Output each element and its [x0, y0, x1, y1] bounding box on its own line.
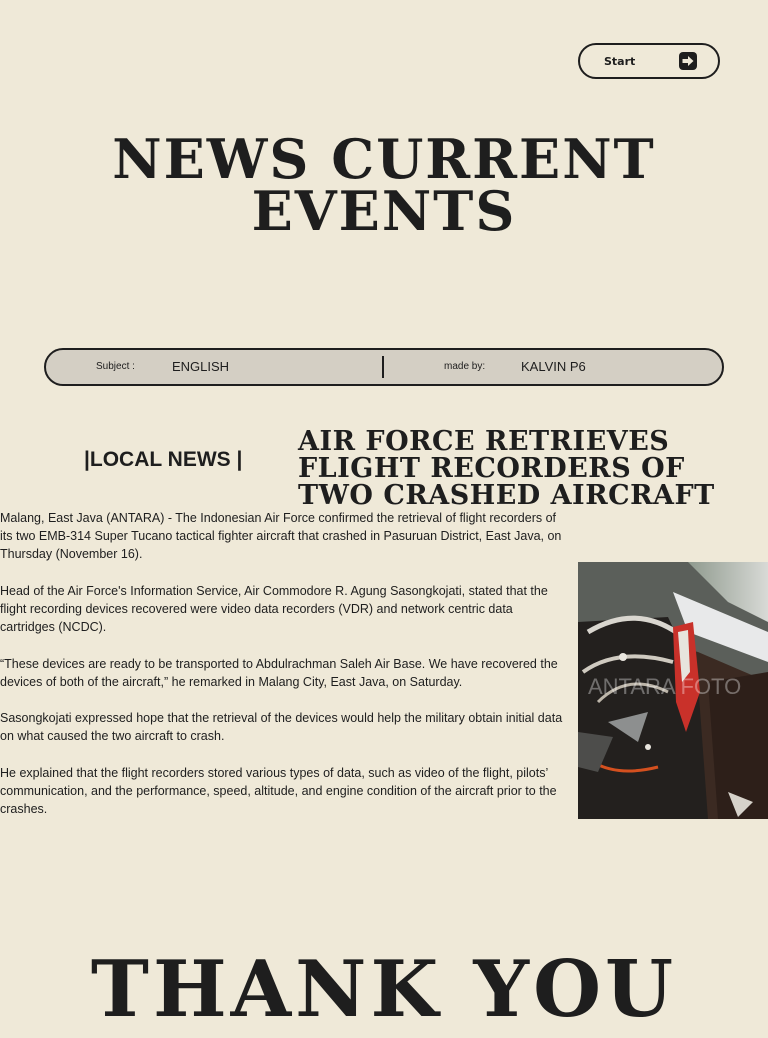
photo-watermark: ANTARA FOTO: [588, 674, 742, 699]
info-bar-divider: [382, 356, 384, 378]
page-title-line-1: NEWS CURRENT: [112, 127, 656, 191]
article-paragraph: Head of the Air Force's Information Service, Air Commodore R. Agung Sasongkojati, stated that the flight recording devices recovered were video data recorders (VDR) and network centric data cartridges (NCDC).: [0, 583, 548, 635]
article-paragraph: Malang, East Java (ANTARA) - The Indonesian Air Force confirmed the retrieval of flight recorders of its two EMB-314 Super Tucano tactical fighter aircraft that crashed in Pasuruan District, East Java, on Thursday (November 16).: [0, 511, 562, 562]
subject-label: Subject :: [96, 361, 135, 372]
thank-you-heading: THANK YOU: [90, 944, 678, 1035]
page-title: [0, 127, 768, 243]
subject-value: ENGLISH: [172, 359, 230, 374]
headline-line-1: AIR FORCE RETRIEVES: [298, 426, 670, 457]
made-by-label: made by:: [444, 361, 486, 372]
start-button-label: Start: [604, 54, 636, 68]
headline-line-2: FLIGHT RECORDERS OF: [298, 453, 685, 484]
section-tag: |LOCAL NEWS |: [84, 448, 243, 471]
article-paragraph: He explained that the flight recorders stored various types of data, such as video of the flight, pilots’ communication, and the performance, speed, altitude, and engine condition of the aircraft prior to the crashes.: [0, 765, 557, 817]
crash-wreckage-photo: [578, 562, 768, 819]
article-headline: [298, 428, 758, 509]
page-title-line-2: EVENTS: [251, 179, 517, 243]
made-by-value: KALVIN P6: [521, 359, 586, 374]
article-paragraph: “These devices are ready to be transported to Abdulrachman Saleh Air Base. We have recovered the devices of both of the aircraft,” he remarked in Malang City, East Java, on Saturday.: [0, 656, 558, 689]
start-button[interactable]: [578, 43, 720, 79]
article-body: [0, 509, 568, 837]
headline-line-3: TWO CRASHED AIRCRAFT: [298, 480, 715, 511]
info-bar: [44, 348, 724, 386]
arrow-right-icon: [678, 51, 698, 71]
article-paragraph: Sasongkojati expressed hope that the retrieval of the devices would help the military obtain initial data on what caused the two aircraft to crash.: [0, 711, 563, 744]
